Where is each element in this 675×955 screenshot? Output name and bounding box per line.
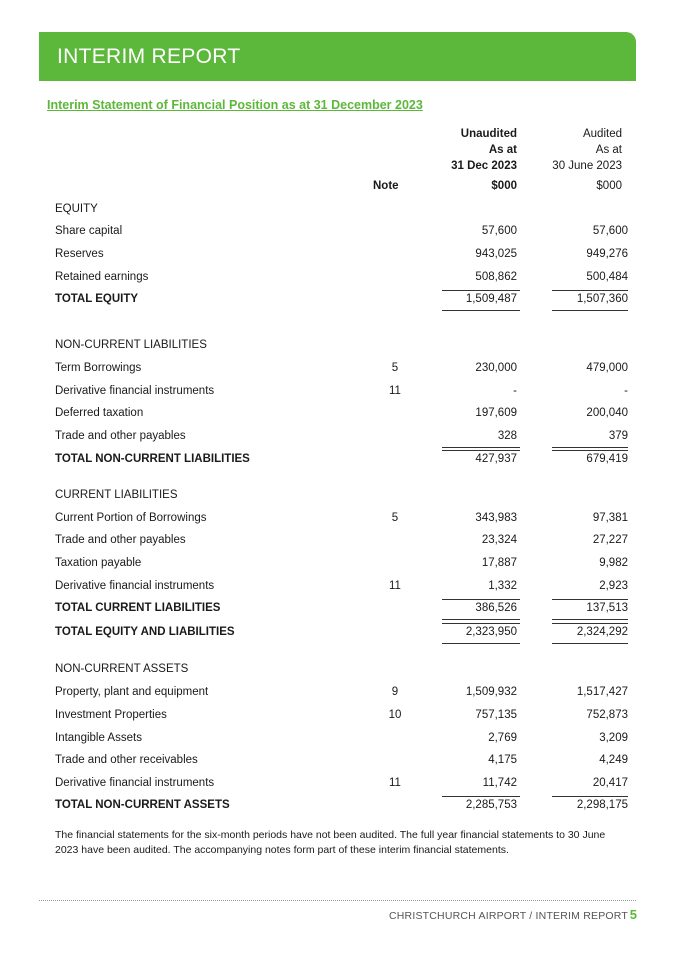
row-label: TOTAL NON-CURRENT ASSETS [55,799,230,811]
row-value-audited: 137,513 [586,602,628,614]
total-row [55,453,628,469]
row-label: Trade and other receivables [55,754,198,766]
footnote: The financial statements for the six-month periods have not been audited. The full year financial statements to 30 June 2023 have been audited. The accompanying notes form part of these interim financial statements. [55,829,606,856]
row-note: 10 [388,709,402,721]
statement-row [55,225,628,241]
total-underline [442,796,520,797]
total-underline [442,619,520,620]
row-value-audited: 3,209 [599,732,628,744]
row-value-unaudited: 508,862 [475,271,517,283]
row-label: TOTAL CURRENT LIABILITIES [55,602,221,614]
row-value-unaudited: 328 [497,430,517,442]
unaudited-line2: As at [488,144,517,156]
row-label: Derivative financial instruments [55,580,215,592]
statement-row [55,512,628,528]
statement-row [55,385,628,401]
row-label: TOTAL NON-CURRENT LIABILITIES [55,453,250,465]
row-label: Reserves [55,248,104,260]
row-label: CURRENT LIABILITIES [55,489,178,501]
statement-row [55,686,628,702]
total-underline [552,643,628,644]
row-value-unaudited: 2,769 [488,732,517,744]
row-label: Trade and other payables [55,534,186,546]
total-underline [442,623,520,624]
row-value-unaudited: - [513,385,517,397]
row-value-unaudited: 197,609 [475,407,517,419]
row-value-unaudited: 17,887 [481,557,517,569]
total-row [55,626,628,642]
row-value-audited: 20,417 [592,777,628,789]
row-value-audited: 752,873 [586,709,628,721]
row-value-audited: 500,484 [586,271,628,283]
unaudited-column-header [451,126,517,174]
total-underline [442,447,520,448]
row-value-audited: 9,982 [599,557,628,569]
statement-row [55,271,628,287]
audited-unit: $000 [596,180,622,192]
row-label: Trade and other payables [55,430,186,442]
row-value-audited: 679,419 [586,453,628,465]
row-label: Share capital [55,225,123,237]
row-value-unaudited: 11,742 [482,777,517,789]
banner-title: INTERIM REPORT [57,44,241,68]
row-value-audited: 2,298,175 [576,799,628,811]
total-underline [442,310,520,311]
row-note: 11 [389,777,401,789]
statement-row [55,362,628,378]
row-value-audited: 2,923 [599,580,628,592]
total-underline [442,643,520,644]
row-label: TOTAL EQUITY AND LIABILITIES [55,626,235,638]
statement-row [55,534,628,550]
unaudited-line1: Unaudited [460,128,517,140]
row-value-audited: 479,000 [586,362,628,374]
audited-line2: As at [595,144,622,156]
row-value-unaudited: 4,175 [488,754,517,766]
row-label: Property, plant and equipment [55,686,209,698]
statement-row [55,339,628,355]
row-label: EQUITY [55,203,98,215]
total-row [55,293,628,309]
total-underline [552,619,628,620]
total-underline [552,450,628,451]
row-value-unaudited: 427,937 [475,453,517,465]
statement-row [55,430,628,446]
row-value-unaudited: 23,324 [481,534,517,546]
row-value-unaudited: 943,025 [475,248,517,260]
row-value-audited: 57,600 [592,225,628,237]
statement-row [55,407,628,423]
total-underline [552,796,628,797]
row-value-audited: 2,324,292 [576,626,628,638]
row-value-unaudited: 343,983 [475,512,517,524]
total-underline [552,290,628,291]
row-value-unaudited: 1,509,487 [465,293,517,305]
audited-line1: Audited [582,128,622,140]
footer-text: CHRISTCHURCH AIRPORT / INTERIM REPORT [388,910,628,922]
row-value-unaudited: 57,600 [481,225,517,237]
row-label: Intangible Assets [55,732,142,744]
row-label: NON-CURRENT LIABILITIES [55,339,207,351]
row-value-unaudited: 1,509,932 [465,686,517,698]
row-label: Term Borrowings [55,362,142,374]
row-label: TOTAL EQUITY [55,293,139,305]
statement-row [55,754,628,770]
statement-row [55,777,628,793]
note-column-header: Note [373,180,399,192]
unaudited-line3: 31 Dec 2023 [451,160,517,172]
row-value-unaudited: 2,285,753 [465,799,517,811]
total-underline [442,450,520,451]
statement-row [55,709,628,725]
row-label: Derivative financial instruments [55,385,215,397]
statement-row [55,489,628,505]
report-banner [39,32,636,81]
row-value-audited: 4,249 [599,754,628,766]
row-value-audited: - [624,385,628,397]
row-note: 11 [389,385,401,397]
statement-row [55,580,628,596]
row-label: Retained earnings [55,271,149,283]
row-value-audited: 27,227 [592,534,628,546]
unaudited-unit: $000 [491,180,517,192]
audited-line3: 30 June 2023 [552,160,622,172]
statement-row [55,248,628,264]
statement-row [55,663,628,679]
statement-title: Interim Statement of Financial Position as at 31 December 2023 [47,98,423,112]
row-label: Current Portion of Borrowings [55,512,207,524]
total-underline [552,310,628,311]
row-note: 11 [389,580,401,592]
statement-row [55,732,628,748]
row-label: Derivative financial instruments [55,777,215,789]
row-value-unaudited: 1,332 [488,580,517,592]
total-underline [442,290,520,291]
total-row [55,799,628,815]
row-value-unaudited: 386,526 [475,602,517,614]
row-label: Deferred taxation [55,407,144,419]
row-note: 9 [391,686,399,698]
row-label: Investment Properties [55,709,167,721]
page-number: 5 [629,907,637,922]
footer-divider [39,900,636,901]
total-row [55,602,628,618]
statement-row [55,203,628,219]
row-value-audited: 1,517,427 [576,686,628,698]
row-label: Taxation payable [55,557,142,569]
total-underline [442,599,520,600]
row-value-unaudited: 2,323,950 [465,626,517,638]
row-value-audited: 97,381 [592,512,628,524]
total-underline [552,623,628,624]
row-note: 5 [391,362,399,374]
total-underline [552,599,628,600]
row-value-unaudited: 757,135 [475,709,517,721]
row-value-unaudited: 230,000 [475,362,517,374]
row-label: NON-CURRENT ASSETS [55,663,189,675]
statement-row [55,557,628,573]
audited-column-header [552,126,622,174]
row-value-audited: 379 [608,430,628,442]
row-value-audited: 949,276 [586,248,628,260]
row-value-audited: 1,507,360 [576,293,628,305]
total-underline [552,447,628,448]
row-note: 5 [391,512,399,524]
row-value-audited: 200,040 [586,407,628,419]
